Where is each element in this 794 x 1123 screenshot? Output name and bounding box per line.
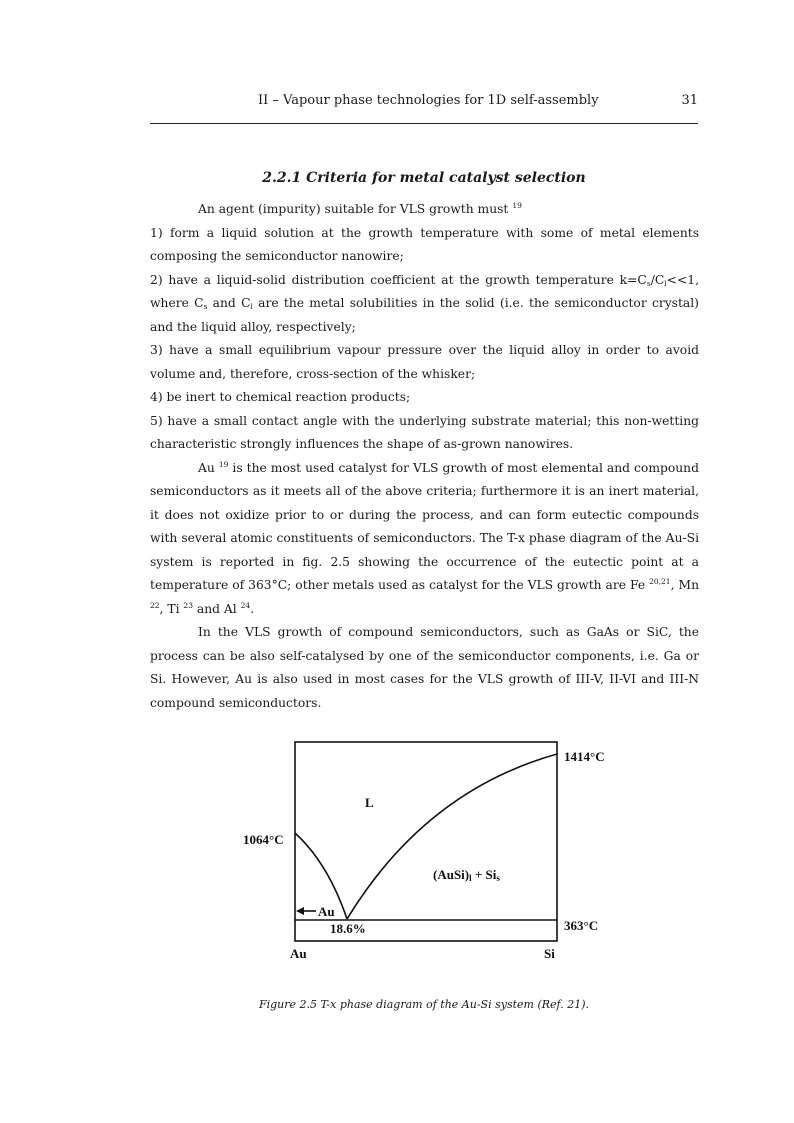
criterion-2: 2) have a liquid-solid distribution coefficient at the growth temperature $k=C_s/C_l<<1$, where $C_s$ and $C_l$ are the metal solubilities in the solid (i.e. the semiconductor crystal) and the liquid alloy, respectively; [150, 272, 699, 334]
label-au-melting: 1064°C [243, 832, 284, 847]
self-catalysed-paragraph: In the VLS growth of compound semiconductors, such as GaAs or SiC, the process can be also self-catalysed by one of the semiconductor components, i.e. Ga or Si. However, Au is also used in most cases for the VLS growth of III-V, II-VI and III-N compound semiconductors. [150, 625, 699, 710]
au-catalyst-paragraph: Au $^{19}$ is the most used catalyst for VLS growth of most elemental and compound semiconductors as it meets all of the above criteria; furthermore it is an inert material, it does not oxidize prior to or during the process, and can form eutectic compounds with several atomic constituents of semiconductors. The T-x phase diagram of the Au-Si system is reported in fig. 2.5 showing the occurrence of the eutectic point at a temperature of 363°C; other metals used as catalyst for the VLS growth are Fe $^{20,21}$, Mn $^{22}$, Ti $^{23}$ and Al $^{24}$. [150, 459, 699, 616]
liquidus-si-curve [347, 754, 557, 919]
label-eutectic-temperature: 363°C [564, 918, 599, 933]
citation: 23 [183, 600, 193, 610]
citation: 22 [150, 600, 160, 610]
citation: 24 [240, 600, 251, 610]
citation: 19 [512, 201, 522, 210]
criterion-5: 5) have a small contact angle with the underlying substrate material; this non-wetting characteristic strongly influences the shape of as-grown nanowires. [150, 413, 699, 451]
criterion-1: 1) form a liquid solution at the growth temperature with some of metal elements composing the semiconductor nanowire; [150, 225, 699, 263]
label-x-si: Si [544, 946, 555, 961]
label-eutectic-composition: 18.6% [330, 921, 366, 936]
label-au-arrow: Au [318, 904, 335, 919]
label-two-phase-region: (AuSi)l + Sis [433, 867, 500, 883]
phase-diagram [230, 735, 630, 965]
phase-diagram-figure [230, 735, 630, 965]
label-liquid-region: L [365, 795, 374, 810]
page-number: 31 [681, 93, 698, 108]
header-rule [150, 123, 698, 124]
running-header [150, 93, 698, 113]
body-text [150, 198, 699, 715]
label-x-au: Au [290, 946, 307, 961]
au-arrow-head [296, 907, 304, 915]
label-si-melting: 1414°C [564, 749, 605, 764]
criterion-4: 4) be inert to chemical reaction products; [150, 390, 411, 404]
intro-paragraph: An agent (impurity) suitable for VLS growth must $^{19}$ [198, 201, 522, 216]
citation: 20,21 [649, 577, 671, 586]
section-title: 2.2.1 Criteria for metal catalyst selection [262, 170, 586, 186]
figure-caption: Figure 2.5 T-x phase diagram of the Au-Si system (Ref. 21). [258, 998, 589, 1011]
running-title: II – Vapour phase technologies for 1D self-assembly [258, 93, 599, 108]
criterion-3: 3) have a small equilibrium vapour pressure over the liquid alloy in order to avoid volume and, therefore, cross-section of the whisker; [150, 343, 699, 381]
citation: 19 [218, 459, 229, 469]
